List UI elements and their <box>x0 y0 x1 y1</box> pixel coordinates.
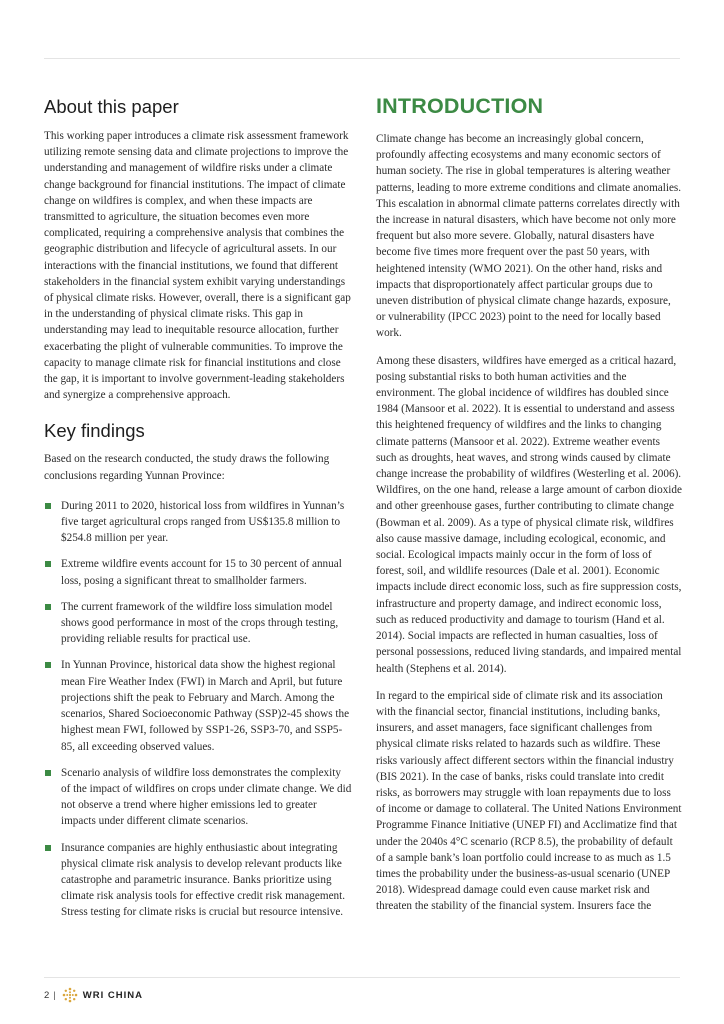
about-heading: About this paper <box>44 96 179 117</box>
wri-logo-icon <box>62 987 78 1003</box>
key-findings-intro: Based on the research conducted, the study draws the following conclusions regarding Yunnan Province: <box>44 453 330 482</box>
left-column <box>44 92 352 931</box>
footer-separator: | <box>53 989 56 1001</box>
list-item <box>44 840 352 921</box>
list-item <box>44 657 352 754</box>
bullet-square-icon <box>45 561 51 567</box>
brand-name: WRI CHINA <box>82 989 143 1001</box>
about-text: This working paper introduces a climate risk assessment framework utilizing remote sensing data and climate projections to improve the understanding and management of wildfire risks under a climate change background for financial institutions. The impact of climate change on wildfires is complex, and when these impacts are transmitted to agriculture, the situation becomes even more complicated, requiring a comprehensive analysis that combines the geographic distribution and lifecycle of agricultural assets. In our interactions with the financial institutions, we found that different stakeholders in the financial system exhibit varying understandings of physical climate risks. However, overall, there is a significant gap in the understanding of physical climate risks. This gap in understanding may lead to inequitable resource allocation, further exacerbating the plight of vulnerable communities. To improve the capacity to manage climate risk for financial institutions and close the gap, it is important to involve government-leading stakeholders and synergize a comprehensive approach. <box>44 130 351 402</box>
page-footer <box>44 988 143 1002</box>
key-findings-list <box>44 498 352 921</box>
intro-paragraph-2: Among these disasters, wildfires have emerged as a critical hazard, posing substantial risks to both human activities and the environment. The global incidence of wildfires has doubled since 1984 (Mansoor et al. 2022). It is essential to understand and assess this heightened frequency of wildfires and the links to changing climate patterns (Mansoor et al. 2022). Extreme weather events such as droughts, heat waves, and strong winds caused by climate change increase the probability of wildfires (Westerling et al. 2006). Wildfires, on the one hand, release a large amount of carbon dioxide and other greenhouse gases, further contributing to climate change (Bowman et al. 2009). As a type of physical climate risk, wildfires also cause massive damage, including ecological, economic, and social. Ecological impacts mainly occur in the form of loss of forest, soil, and wildlife resources (Dale et al. 2001). Economic impacts include direct economic loss, such as fire suppression costs, infrastructure and property damage, and indirect economic loss, such as reduced productivity and damage to tourism (Hand et al. 2014). Social impacts are reflected in human casualties, loss of personal possessions, reduced living standards, and impaired mental health (Stephens et al. 2014). <box>376 354 682 675</box>
list-item <box>44 599 352 648</box>
top-rule <box>44 58 680 59</box>
bullet-square-icon <box>45 503 51 509</box>
intro-paragraph-1: Climate change has become an increasingly global concern, profoundly affecting ecosystems and many economic sectors of human society. The rise in global temperatures is altering weather patterns, leading to more extreme conditions and climate anomalies. This escalation in abnormal climate patterns correlates directly with the increase in natural disasters, which have become not only more frequent but also more severe. Globally, natural disasters have become five times more frequent over the past 50 years, with heightened intensity (WMO 2021). On the other hand, risks and impacts that disproportionately affect particular groups due to uneven distribution of physical climate change hazards, exposure, or vulnerability (IPCC 2023) point to the need for locally based work. <box>376 133 682 340</box>
bullet-square-icon <box>45 845 51 851</box>
intro-paragraph-3: In regard to the empirical side of climate risk and its association with the financial sector, financial institutions, including banks, insurers, and asset managers, face significant challenges from physical climate risks related to hazards such as wildfire. These risks variously affect different sectors within the financial industry (BIS 2021). In the case of banks, risks could translate into credit risks, as borrowers may struggle with loan repayments due to loss of income or damage to collateral. The United Nations Environment Programme Finance Initiative (UNEP FI) and Acclimatize find that under the 2040s 4°C scenario (RCP 8.5), the probability of default of a sample bank’s loan portfolio could increase to as much as 1.5 times the probability under the business-as-usual scenario (UNEP 2018). Widespread damage could even cause market risk and threaten the stability of the financial system. Insurers face the <box>376 689 682 913</box>
list-item <box>44 498 352 547</box>
introduction-heading: INTRODUCTION <box>376 94 544 118</box>
finding-text: Extreme wildfire events account for 15 to 30 percent of annual loss, posing a significant threat to smallholder farmers. <box>61 558 342 587</box>
finding-text: In Yunnan Province, historical data show the highest regional mean Fire Weather Index (FWI) in March and April, but future projections shift the peak to February and March. Among the scenarios, Shared Socioeconomic Pathway (SSP)2-45 shows the highest mean FWI, followed by SSP1-26, SSP3-70, and SSP5-85, all exceeding observed values. <box>61 659 350 753</box>
bullet-square-icon <box>45 662 51 668</box>
list-item <box>44 556 352 588</box>
finding-text: Scenario analysis of wildfire loss demonstrates the complexity of the impact of wildfires on crops under climate change. We did not observe a trend where higher emissions led to greater impacts under different climate scenarios. <box>61 766 352 828</box>
finding-text: During 2011 to 2020, historical loss from wildfires in Yunnan’s five target agricultural crops ranged from US$135.8 million to $254.8 million per year. <box>61 499 345 545</box>
page-number: 2 <box>44 989 50 1001</box>
bullet-square-icon <box>45 770 51 776</box>
key-findings-heading: Key findings <box>44 420 145 442</box>
finding-text: The current framework of the wildfire loss simulation model shows good performance in most of the crops through testing, providing reliable results for practical use. <box>61 600 339 646</box>
finding-text: Insurance companies are highly enthusiastic about integrating physical climate risk analysis to develop relevant products like catastrophe and parametric insurance. Banks prioritize using climate risk analysis tools for effective credit risk management. Stress testing for climate risks is crucial but resource intensive. <box>61 841 346 919</box>
bullet-square-icon <box>45 604 51 610</box>
bottom-rule <box>44 977 680 978</box>
right-column <box>376 92 682 926</box>
list-item <box>44 765 352 830</box>
